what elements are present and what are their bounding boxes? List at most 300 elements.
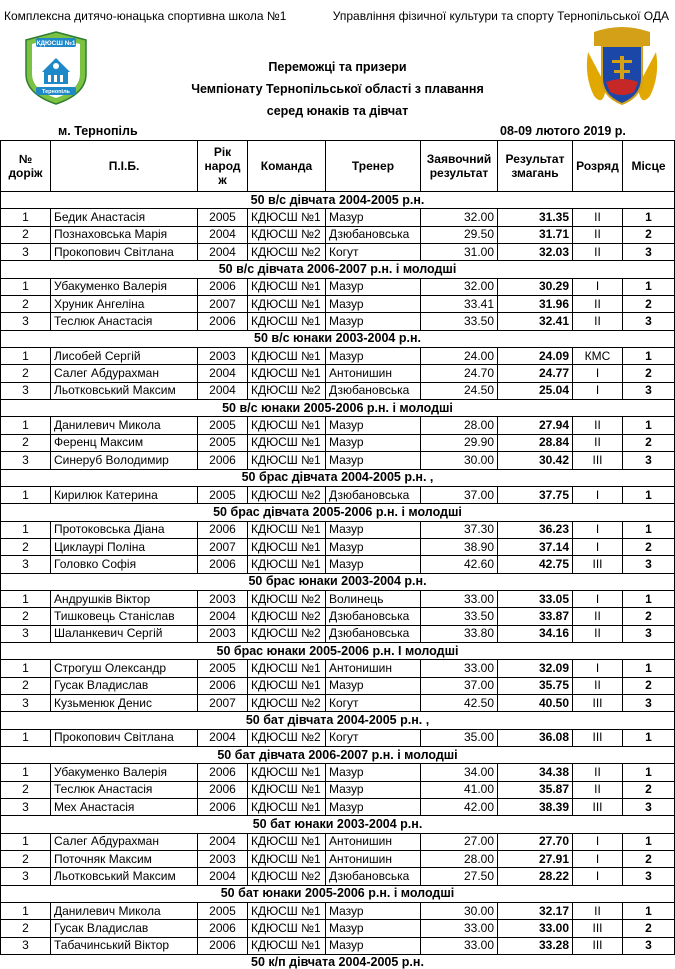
cell-entry-time: 27.00 xyxy=(421,833,498,850)
table-row xyxy=(1,365,675,382)
cell-name: Хруник Ангеліна xyxy=(51,296,198,313)
cell-result: 32.41 xyxy=(498,313,573,330)
cell-team: КДЮСШ №1 xyxy=(248,417,326,434)
cell-entry-time: 42.00 xyxy=(421,799,498,816)
cell-lane: 2 xyxy=(1,608,51,625)
cell-name: Льотковський Максим xyxy=(51,382,198,399)
cell-coach: Мазур xyxy=(326,348,421,365)
table-row xyxy=(1,608,675,625)
cell-coach: Мазур xyxy=(326,538,421,555)
cell-name: Головко Софія xyxy=(51,556,198,573)
cell-birth-year: 2004 xyxy=(198,382,248,399)
section-header-row xyxy=(1,469,675,486)
cell-place: 1 xyxy=(623,833,675,850)
cell-result: 27.70 xyxy=(498,833,573,850)
cell-birth-year: 2003 xyxy=(198,625,248,642)
cell-result: 31.71 xyxy=(498,226,573,243)
cell-rank: III xyxy=(573,452,623,469)
cell-team: КДЮСШ №1 xyxy=(248,556,326,573)
department-name: Управління фізичної культури та спорту Тернопільської ОДА xyxy=(332,9,669,23)
cell-team: КДЮСШ №1 xyxy=(248,296,326,313)
cell-birth-year: 2004 xyxy=(198,833,248,850)
cell-place: 2 xyxy=(623,226,675,243)
section-title: 50 брас дівчата 2004-2005 р.н. , xyxy=(1,469,675,486)
cell-birth-year: 2004 xyxy=(198,226,248,243)
cell-place: 3 xyxy=(623,313,675,330)
table-row xyxy=(1,538,675,555)
cell-place: 2 xyxy=(623,296,675,313)
cell-result: 24.09 xyxy=(498,348,573,365)
cell-coach: Когут xyxy=(326,244,421,261)
cell-lane: 1 xyxy=(1,521,51,538)
cell-entry-time: 28.00 xyxy=(421,417,498,434)
cell-lane: 2 xyxy=(1,677,51,694)
cell-entry-time: 37.00 xyxy=(421,677,498,694)
page-header xyxy=(0,0,675,30)
cell-coach: Мазур xyxy=(326,434,421,451)
cell-result: 33.05 xyxy=(498,590,573,607)
cell-team: КДЮСШ №1 xyxy=(248,434,326,451)
cell-coach: Дзюбановська xyxy=(326,868,421,885)
col-lane: № доріж xyxy=(1,141,51,192)
cell-result: 40.50 xyxy=(498,694,573,711)
cell-coach: Антонишин xyxy=(326,365,421,382)
cell-rank: I xyxy=(573,278,623,295)
cell-lane: 2 xyxy=(1,851,51,868)
cell-name: Данилевич Микола xyxy=(51,903,198,920)
cell-team: КДЮСШ №1 xyxy=(248,677,326,694)
cell-rank: I xyxy=(573,521,623,538)
cell-entry-time: 27.50 xyxy=(421,868,498,885)
table-row xyxy=(1,694,675,711)
cell-lane: 3 xyxy=(1,799,51,816)
cell-result: 31.96 xyxy=(498,296,573,313)
cell-lane: 1 xyxy=(1,833,51,850)
cell-entry-time: 30.00 xyxy=(421,903,498,920)
cell-result: 34.16 xyxy=(498,625,573,642)
title-line-2: Чемпіонату Тернопільської області з плавання xyxy=(191,82,484,96)
cell-coach: Дзюбановська xyxy=(326,226,421,243)
cell-result: 24.77 xyxy=(498,365,573,382)
cell-entry-time: 24.50 xyxy=(421,382,498,399)
cell-name: Гусак Владислав xyxy=(51,920,198,937)
cell-result: 27.91 xyxy=(498,851,573,868)
cell-lane: 2 xyxy=(1,296,51,313)
cell-rank: II xyxy=(573,677,623,694)
section-title: 50 в/с юнаки 2003-2004 р.н. xyxy=(1,330,675,347)
col-name: П.І.Б. xyxy=(51,141,198,192)
cell-place: 2 xyxy=(623,538,675,555)
cell-birth-year: 2004 xyxy=(198,365,248,382)
cell-birth-year: 2006 xyxy=(198,278,248,295)
cell-team: КДЮСШ №2 xyxy=(248,608,326,625)
cell-rank: III xyxy=(573,694,623,711)
cell-name: Табачинський Віктор xyxy=(51,937,198,954)
cell-entry-time: 30.00 xyxy=(421,452,498,469)
cell-lane: 2 xyxy=(1,226,51,243)
cell-coach: Мазур xyxy=(326,278,421,295)
cell-result: 36.23 xyxy=(498,521,573,538)
cell-result: 30.42 xyxy=(498,452,573,469)
cell-rank: КМС xyxy=(573,348,623,365)
cell-place: 1 xyxy=(623,521,675,538)
cell-lane: 1 xyxy=(1,660,51,677)
cell-team: КДЮСШ №2 xyxy=(248,382,326,399)
col-birth-year: Рік народ ж xyxy=(198,141,248,192)
cell-team: КДЮСШ №2 xyxy=(248,868,326,885)
section-title: 50 бат дівчата 2006-2007 р.н. і молодші xyxy=(1,747,675,764)
cell-rank: I xyxy=(573,833,623,850)
cell-coach: Мазур xyxy=(326,677,421,694)
cell-result: 38.39 xyxy=(498,799,573,816)
section-title: 50 бат юнаки 2005-2006 р.н. і молодші xyxy=(1,885,675,902)
table-row xyxy=(1,417,675,434)
cell-rank: II xyxy=(573,903,623,920)
cell-coach: Мазур xyxy=(326,556,421,573)
cell-result: 37.75 xyxy=(498,486,573,503)
cell-rank: II xyxy=(573,764,623,781)
cell-birth-year: 2003 xyxy=(198,851,248,868)
cell-place: 1 xyxy=(623,348,675,365)
cell-entry-time: 33.00 xyxy=(421,920,498,937)
cell-name: Теслюк Анастасія xyxy=(51,781,198,798)
table-row xyxy=(1,729,675,746)
cell-rank: III xyxy=(573,799,623,816)
cell-lane: 1 xyxy=(1,903,51,920)
cell-entry-time: 42.60 xyxy=(421,556,498,573)
cell-rank: I xyxy=(573,660,623,677)
cell-birth-year: 2007 xyxy=(198,694,248,711)
cell-team: КДЮСШ №1 xyxy=(248,365,326,382)
cell-team: КДЮСШ №1 xyxy=(248,278,326,295)
col-coach: Тренер xyxy=(326,141,421,192)
cell-entry-time: 31.00 xyxy=(421,244,498,261)
cell-lane: 3 xyxy=(1,556,51,573)
cell-place: 2 xyxy=(623,434,675,451)
cell-name: Прокопович Світлана xyxy=(51,244,198,261)
cell-entry-time: 29.90 xyxy=(421,434,498,451)
cell-result: 35.87 xyxy=(498,781,573,798)
cell-coach: Мазур xyxy=(326,417,421,434)
table-row xyxy=(1,278,675,295)
cell-birth-year: 2006 xyxy=(198,920,248,937)
cell-place: 3 xyxy=(623,937,675,954)
table-row xyxy=(1,625,675,642)
cell-birth-year: 2004 xyxy=(198,868,248,885)
cell-lane: 3 xyxy=(1,625,51,642)
section-header-row xyxy=(1,712,675,729)
cell-team: КДЮСШ №1 xyxy=(248,903,326,920)
cell-birth-year: 2003 xyxy=(198,590,248,607)
cell-lane: 3 xyxy=(1,313,51,330)
cell-result: 35.75 xyxy=(498,677,573,694)
cell-name: Гусак Владислав xyxy=(51,677,198,694)
cell-coach: Волинець xyxy=(326,590,421,607)
cell-rank: III xyxy=(573,937,623,954)
cell-entry-time: 33.50 xyxy=(421,608,498,625)
section-title: 50 брас дівчата 2005-2006 р.н. і молодші xyxy=(1,504,675,521)
cell-name: Шаланкевич Сергій xyxy=(51,625,198,642)
section-header-row xyxy=(1,192,675,209)
col-result: Результат змагань xyxy=(498,141,573,192)
section-header-row xyxy=(1,504,675,521)
cell-place: 1 xyxy=(623,278,675,295)
cell-rank: II xyxy=(573,781,623,798)
cell-name: Тишковець Станіслав xyxy=(51,608,198,625)
cell-name: Кирилюк Катерина xyxy=(51,486,198,503)
section-header-row xyxy=(1,573,675,590)
cell-birth-year: 2004 xyxy=(198,608,248,625)
table-row xyxy=(1,677,675,694)
competition-date: 08-09 лютого 2019 р. xyxy=(500,124,626,138)
cell-place: 1 xyxy=(623,764,675,781)
cell-place: 3 xyxy=(623,452,675,469)
cell-entry-time: 37.30 xyxy=(421,521,498,538)
cell-entry-time: 32.00 xyxy=(421,278,498,295)
cell-name: Лисобей Сергій xyxy=(51,348,198,365)
cell-birth-year: 2005 xyxy=(198,660,248,677)
table-row xyxy=(1,764,675,781)
section-title: 50 брас юнаки 2003-2004 р.н. xyxy=(1,573,675,590)
cell-place: 1 xyxy=(623,486,675,503)
table-row xyxy=(1,348,675,365)
cell-result: 33.00 xyxy=(498,920,573,937)
cell-birth-year: 2005 xyxy=(198,903,248,920)
cell-lane: 1 xyxy=(1,729,51,746)
cell-birth-year: 2005 xyxy=(198,434,248,451)
cell-name: Циклаурі Поліна xyxy=(51,538,198,555)
cell-lane: 1 xyxy=(1,764,51,781)
table-row xyxy=(1,781,675,798)
section-header-row xyxy=(1,885,675,902)
cell-team: КДЮСШ №1 xyxy=(248,313,326,330)
table-row xyxy=(1,313,675,330)
cell-team: КДЮСШ №1 xyxy=(248,764,326,781)
table-row xyxy=(1,851,675,868)
results-body xyxy=(1,192,675,955)
cell-rank: III xyxy=(573,920,623,937)
cell-name: Льотковський Максим xyxy=(51,868,198,885)
cell-rank: I xyxy=(573,868,623,885)
cell-lane: 1 xyxy=(1,209,51,226)
cell-entry-time: 33.50 xyxy=(421,313,498,330)
cell-name: Ференц Максим xyxy=(51,434,198,451)
cell-name: Салег Абдурахман xyxy=(51,365,198,382)
cell-name: Бедик Анастасія xyxy=(51,209,198,226)
cell-place: 3 xyxy=(623,556,675,573)
cell-coach: Мазур xyxy=(326,452,421,469)
section-title: 50 в/с юнаки 2005-2006 р.н. і молодші xyxy=(1,400,675,417)
cell-entry-time: 34.00 xyxy=(421,764,498,781)
cell-coach: Мазур xyxy=(326,296,421,313)
cell-team: КДЮСШ №1 xyxy=(248,833,326,850)
cell-entry-time: 42.50 xyxy=(421,694,498,711)
cell-team: КДЮСШ №1 xyxy=(248,538,326,555)
cell-team: КДЮСШ №2 xyxy=(248,694,326,711)
cell-entry-time: 41.00 xyxy=(421,781,498,798)
section-title: 50 бат юнаки 2003-2004 р.н. xyxy=(1,816,675,833)
cell-lane: 3 xyxy=(1,244,51,261)
cell-name: Теслюк Анастасія xyxy=(51,313,198,330)
section-title: 50 в/с дівчата 2006-2007 р.н. і молодші xyxy=(1,261,675,278)
table-row xyxy=(1,590,675,607)
cell-place: 2 xyxy=(623,851,675,868)
cell-team: КДЮСШ №2 xyxy=(248,625,326,642)
table-row xyxy=(1,799,675,816)
cell-coach: Мазур xyxy=(326,521,421,538)
cell-coach: Мазур xyxy=(326,799,421,816)
table-row xyxy=(1,486,675,503)
col-rank: Розряд xyxy=(573,141,623,192)
cell-birth-year: 2006 xyxy=(198,677,248,694)
cell-team: КДЮСШ №1 xyxy=(248,920,326,937)
cell-result: 32.03 xyxy=(498,244,573,261)
cell-birth-year: 2006 xyxy=(198,556,248,573)
cell-result: 28.22 xyxy=(498,868,573,885)
cell-entry-time: 35.00 xyxy=(421,729,498,746)
cell-result: 31.35 xyxy=(498,209,573,226)
logo-top-text: КДЮСШ №1 xyxy=(36,40,76,47)
cell-birth-year: 2005 xyxy=(198,486,248,503)
cell-result: 33.28 xyxy=(498,937,573,954)
table-row xyxy=(1,920,675,937)
cell-place: 3 xyxy=(623,244,675,261)
cell-place: 1 xyxy=(623,590,675,607)
cell-place: 1 xyxy=(623,209,675,226)
cell-result: 32.17 xyxy=(498,903,573,920)
section-title: 50 брас юнаки 2005-2006 р.н. І молодші xyxy=(1,642,675,659)
cell-place: 3 xyxy=(623,799,675,816)
cell-lane: 2 xyxy=(1,365,51,382)
cell-place: 3 xyxy=(623,694,675,711)
cell-team: КДЮСШ №2 xyxy=(248,486,326,503)
cell-rank: I xyxy=(573,365,623,382)
cell-lane: 1 xyxy=(1,278,51,295)
cell-result: 30.29 xyxy=(498,278,573,295)
cell-coach: Когут xyxy=(326,694,421,711)
cell-birth-year: 2005 xyxy=(198,417,248,434)
cell-birth-year: 2006 xyxy=(198,937,248,954)
cell-team: КДЮСШ №1 xyxy=(248,521,326,538)
cell-place: 3 xyxy=(623,382,675,399)
cell-team: КДЮСШ №1 xyxy=(248,781,326,798)
cell-rank: I xyxy=(573,382,623,399)
cell-lane: 3 xyxy=(1,868,51,885)
cell-name: Андрушків Віктор xyxy=(51,590,198,607)
cell-result: 27.94 xyxy=(498,417,573,434)
cell-name: Познаховська Марія xyxy=(51,226,198,243)
cell-birth-year: 2006 xyxy=(198,781,248,798)
cell-place: 2 xyxy=(623,781,675,798)
cell-entry-time: 38.90 xyxy=(421,538,498,555)
cell-birth-year: 2004 xyxy=(198,244,248,261)
cell-result: 33.87 xyxy=(498,608,573,625)
table-row xyxy=(1,296,675,313)
cell-birth-year: 2007 xyxy=(198,296,248,313)
cell-place: 2 xyxy=(623,920,675,937)
col-place: Місце xyxy=(623,141,675,192)
cell-entry-time: 29.50 xyxy=(421,226,498,243)
cell-lane: 3 xyxy=(1,937,51,954)
section-title: 50 бат дівчата 2004-2005 р.н. , xyxy=(1,712,675,729)
title-line-1: Переможці та призери xyxy=(268,60,407,74)
cell-coach: Дзюбановська xyxy=(326,625,421,642)
section-header-row xyxy=(1,261,675,278)
results-table xyxy=(0,140,675,955)
cell-birth-year: 2006 xyxy=(198,764,248,781)
cell-coach: Антонишин xyxy=(326,833,421,850)
cell-entry-time: 33.41 xyxy=(421,296,498,313)
cell-coach: Антонишин xyxy=(326,851,421,868)
cell-result: 42.75 xyxy=(498,556,573,573)
section-header-row xyxy=(1,642,675,659)
table-row xyxy=(1,434,675,451)
table-row xyxy=(1,244,675,261)
city: м. Тернопіль xyxy=(58,124,138,138)
table-row xyxy=(1,209,675,226)
section-title: 50 в/с дівчата 2004-2005 р.н. xyxy=(1,192,675,209)
next-section-title: 50 к/п дівчата 2004-2005 р.н. xyxy=(251,955,424,969)
cell-coach: Мазур xyxy=(326,903,421,920)
cell-rank: II xyxy=(573,244,623,261)
school-name: Комплексна дитячо-юнацька спортивна школа №1 xyxy=(4,9,287,23)
cell-place: 1 xyxy=(623,903,675,920)
cell-name: Салег Абдурахман xyxy=(51,833,198,850)
cell-lane: 1 xyxy=(1,348,51,365)
cell-result: 28.84 xyxy=(498,434,573,451)
cell-place: 3 xyxy=(623,625,675,642)
cell-coach: Дзюбановська xyxy=(326,486,421,503)
cell-entry-time: 24.70 xyxy=(421,365,498,382)
col-team: Команда xyxy=(248,141,326,192)
cell-birth-year: 2006 xyxy=(198,313,248,330)
cell-team: КДЮСШ №1 xyxy=(248,937,326,954)
cell-coach: Мазур xyxy=(326,920,421,937)
cell-result: 37.14 xyxy=(498,538,573,555)
cell-coach: Мазур xyxy=(326,937,421,954)
cell-birth-year: 2006 xyxy=(198,799,248,816)
cell-rank: II xyxy=(573,625,623,642)
cell-team: КДЮСШ №1 xyxy=(248,851,326,868)
cell-coach: Мазур xyxy=(326,781,421,798)
cell-rank: II xyxy=(573,313,623,330)
table-row xyxy=(1,382,675,399)
cell-place: 2 xyxy=(623,677,675,694)
cell-entry-time: 33.00 xyxy=(421,937,498,954)
cell-rank: II xyxy=(573,608,623,625)
cell-entry-time: 33.00 xyxy=(421,660,498,677)
cell-entry-time: 33.00 xyxy=(421,590,498,607)
cell-lane: 1 xyxy=(1,590,51,607)
cell-lane: 3 xyxy=(1,452,51,469)
cell-coach: Когут xyxy=(326,729,421,746)
table-row xyxy=(1,937,675,954)
cell-rank: II xyxy=(573,296,623,313)
cell-rank: II xyxy=(573,434,623,451)
section-header-row xyxy=(1,400,675,417)
cell-lane: 2 xyxy=(1,538,51,555)
cell-result: 25.04 xyxy=(498,382,573,399)
cell-team: КДЮСШ №2 xyxy=(248,729,326,746)
cell-lane: 3 xyxy=(1,694,51,711)
cell-entry-time: 33.80 xyxy=(421,625,498,642)
cell-name: Протоковська Діана xyxy=(51,521,198,538)
cell-birth-year: 2003 xyxy=(198,348,248,365)
cell-name: Убакуменко Валерія xyxy=(51,278,198,295)
cell-coach: Мазур xyxy=(326,764,421,781)
cell-name: Синеруб Володимир xyxy=(51,452,198,469)
cell-place: 1 xyxy=(623,660,675,677)
